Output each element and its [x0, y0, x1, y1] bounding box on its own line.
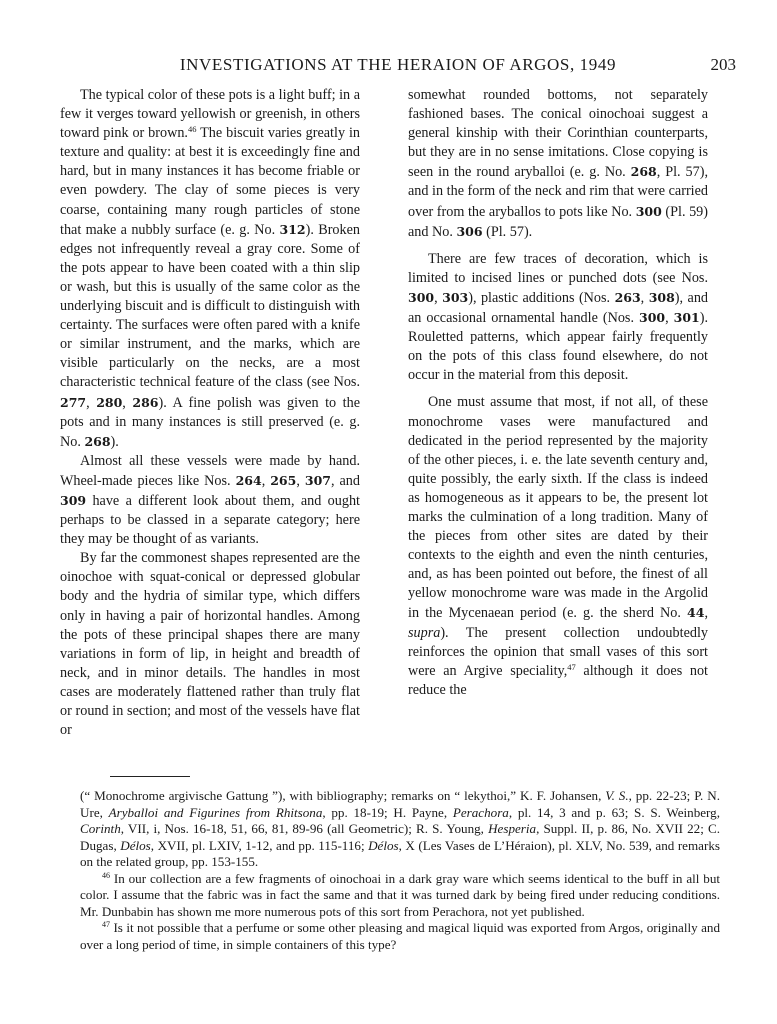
text-run: Is it not possible that a perfume or some other pleasing and magical liquid was exported from Argos, originally and over a long period of time, in simple containers of this type?	[80, 920, 720, 952]
paragraph	[408, 250, 708, 386]
catalogue-number: 44	[687, 605, 705, 621]
text-run: Almost all these vessels were made by hand. Wheel-made pieces like Nos.	[60, 452, 360, 489]
text-run: ,	[261, 472, 271, 489]
left-column	[60, 86, 360, 740]
text-run: ,	[434, 289, 443, 306]
text-run: ,	[296, 472, 305, 489]
text-run: ,	[122, 394, 133, 411]
text-run: , pl. 14, 3 and p. 63; S. S. Weinberg,	[508, 804, 720, 820]
text-run: , VII, i, Nos. 16-18, 51, 66, 81, 89-96 (all Geometric); R. S. Young,	[120, 821, 489, 836]
catalogue-number: 312	[279, 221, 306, 237]
text-run: ,	[640, 289, 649, 306]
catalogue-number: 300	[408, 289, 435, 305]
text-run: The biscuit varies greatly in texture and quality: at best it is exceedingly fine and hard, but in many instances it has become friable or even powdery. The clay of some pieces is very coarse, containing many rough particles of stone that make a nubbly surface (e. g. No.	[60, 125, 360, 238]
text-run: (Pl. 57).	[482, 223, 533, 240]
italic-term: supra	[408, 624, 441, 641]
footnote-ref: 47	[567, 661, 576, 672]
footnote-number: 47	[102, 920, 110, 929]
italic-title: Perachora	[452, 804, 509, 820]
text-run: , pp. 18-19; H. Payne,	[322, 804, 453, 820]
text-run: have a different look about them, and ought perhaps to be classed in a separate category; here they may be thought of as variants.	[60, 492, 360, 548]
footnote-47	[80, 920, 720, 953]
text-run: , pp. 22-23; P. N. Ure,	[80, 788, 720, 820]
text-run: ,	[704, 605, 708, 622]
text-run: ). A fine polish was given to the pots and in many instances is still preserved (e. g. No.	[60, 394, 361, 450]
catalogue-number: 286	[132, 394, 159, 410]
text-run: somewhat rounded bottoms, not separately fashioned bases. The conical oinochoai suggest a general kinship with their Corinthian counterparts, but they are in no sense imitations. Close copying is seen in the round aryballoi (e. g. No.	[408, 87, 708, 181]
catalogue-number: 264	[235, 472, 262, 488]
text-run: , X (Les Vases de L’Héraion), pl. XLV, No. 539, and remarks on the related group, pp. 153-155.	[80, 837, 720, 869]
text-run: ,	[665, 310, 674, 327]
page-header	[60, 54, 736, 78]
catalogue-number: 308	[648, 289, 675, 305]
right-column	[408, 86, 708, 700]
footnotes	[80, 788, 720, 953]
catalogue-number: 268	[84, 433, 111, 449]
italic-title: Hesperia	[488, 821, 537, 836]
text-run: ). Rouletted patterns, which appear fairly frequently on the pots of this class found elsewhere, do not occur in the material from this deposit.	[408, 310, 709, 384]
text-run: although it does not reduce the	[408, 662, 708, 698]
text-run: ). Broken edges not infrequently reveal a gray core. Some of the pots appear to have been coated with a thin slip or wash, but this is usually of the same color as the underlying biscuit and is difficult to distinguish with certainty. The surfaces were often pared with a knife or similar instrument, and the marks, which are visible particularly on the necks, are a most characteristic technical feature of the class (see Nos.	[60, 221, 360, 391]
italic-title: V. S.	[605, 788, 629, 803]
catalogue-number: 300	[635, 203, 662, 219]
text-run: One must assume that most, if not all, of these monochrome vases were manufactured and dedicated in the period represented by the majority of the other pieces, i. e. the late seventh century and, quite possibly, the early sixth. If the class is indeed as homogeneous as it appears to be, the present lot marks the culmination of a long tradition. Many of the pieces from other sites are dated by their contexts to the eighth and even the ninth centuries, and, as has been pointed out before, the finest of all yellow monochrome ware was made in the Argolid in the Mycenaean period (e. g. the sherd No.	[408, 394, 708, 622]
paragraph: By far the commonest shapes represented are the oinochoe with squat-conical or depressed globular body and the hydria of similar type, which differs only in having a pair of horizontal handles. Among the pots of these principal shapes there are many variations in form of lip, in height and breadth of neck, and in minor details. The handles in most cases are moderately flattened rather than truly flat or round in section; and most of the vessels have flat or	[60, 550, 360, 739]
paragraph	[60, 86, 360, 452]
page-number: 203	[710, 55, 736, 74]
catalogue-number: 309	[60, 492, 87, 508]
text-run: , Pl. 57), and in the form of the neck and rim that were carried over from the aryballos to pots like No.	[408, 164, 708, 220]
text-run: ).	[110, 433, 119, 450]
text-run: , XVII, pl. LXIV, 1-12, and pp. 115-116;	[150, 837, 369, 853]
footnote-46	[80, 871, 720, 921]
italic-title: Corinth	[80, 821, 121, 836]
catalogue-number: 268	[630, 164, 657, 180]
catalogue-number: 277	[60, 394, 87, 410]
text-run: ), and an occasional ornamental handle (Nos.	[408, 289, 709, 327]
catalogue-number: 263	[614, 289, 641, 305]
catalogue-number: 306	[456, 223, 483, 239]
text-run: , and	[330, 472, 360, 489]
text-run: ). The present collection undoubtedly reinforces the opinion that small vases of this sort were an Argive speciality,	[408, 624, 708, 679]
text-run: , Suppl. II, p. 86, No. XVII 22; C. Dugas,	[80, 821, 720, 853]
italic-title: Aryballoi and Figurines from Rhitsona	[108, 804, 323, 820]
paragraph	[408, 393, 708, 700]
running-title: INVESTIGATIONS AT THE HERAION OF ARGOS, 1949	[179, 55, 617, 74]
catalogue-number: 280	[96, 394, 123, 410]
footnote-number: 46	[102, 870, 110, 880]
paragraph	[60, 452, 360, 549]
paragraph	[408, 86, 708, 242]
text-run: ), plastic additions (Nos.	[468, 289, 615, 306]
text-run: In our collection are a few fragments of oinochoai in a dark gray ware which seems identical to the buff in all but color. I assume that the fabric was in fact the same and that it was turned dark by being fired under reducing conditions. Mr. Dunbabin has shown me more numerous pots of this sort from Perachora, not yet published.	[80, 870, 720, 919]
footnote-rule	[110, 776, 190, 777]
italic-title: Délos	[120, 837, 151, 853]
catalogue-number: 301	[673, 310, 700, 326]
catalogue-number: 303	[442, 289, 469, 305]
text-run: ,	[86, 394, 97, 411]
text-run: There are few traces of decoration, which is limited to incised lines or punched dots (see Nos.	[408, 250, 708, 286]
text-run: The typical color of these pots is a light buff; in a few it verges toward yellowish or greenish, in others toward pink or brown.	[60, 87, 360, 142]
catalogue-number: 265	[270, 472, 297, 488]
italic-title: Délos	[368, 837, 399, 853]
text-run: (Pl. 59) and No.	[408, 203, 708, 240]
catalogue-number: 300	[639, 310, 666, 326]
footnote-ref: 46	[187, 124, 197, 135]
catalogue-number: 307	[304, 472, 331, 488]
text-run: (“ Monochrome argivische Gattung ”), with bibliography; remarks on “ lekythoi,” K. F. Johansen,	[80, 788, 606, 803]
footnote-continuation	[80, 788, 720, 871]
